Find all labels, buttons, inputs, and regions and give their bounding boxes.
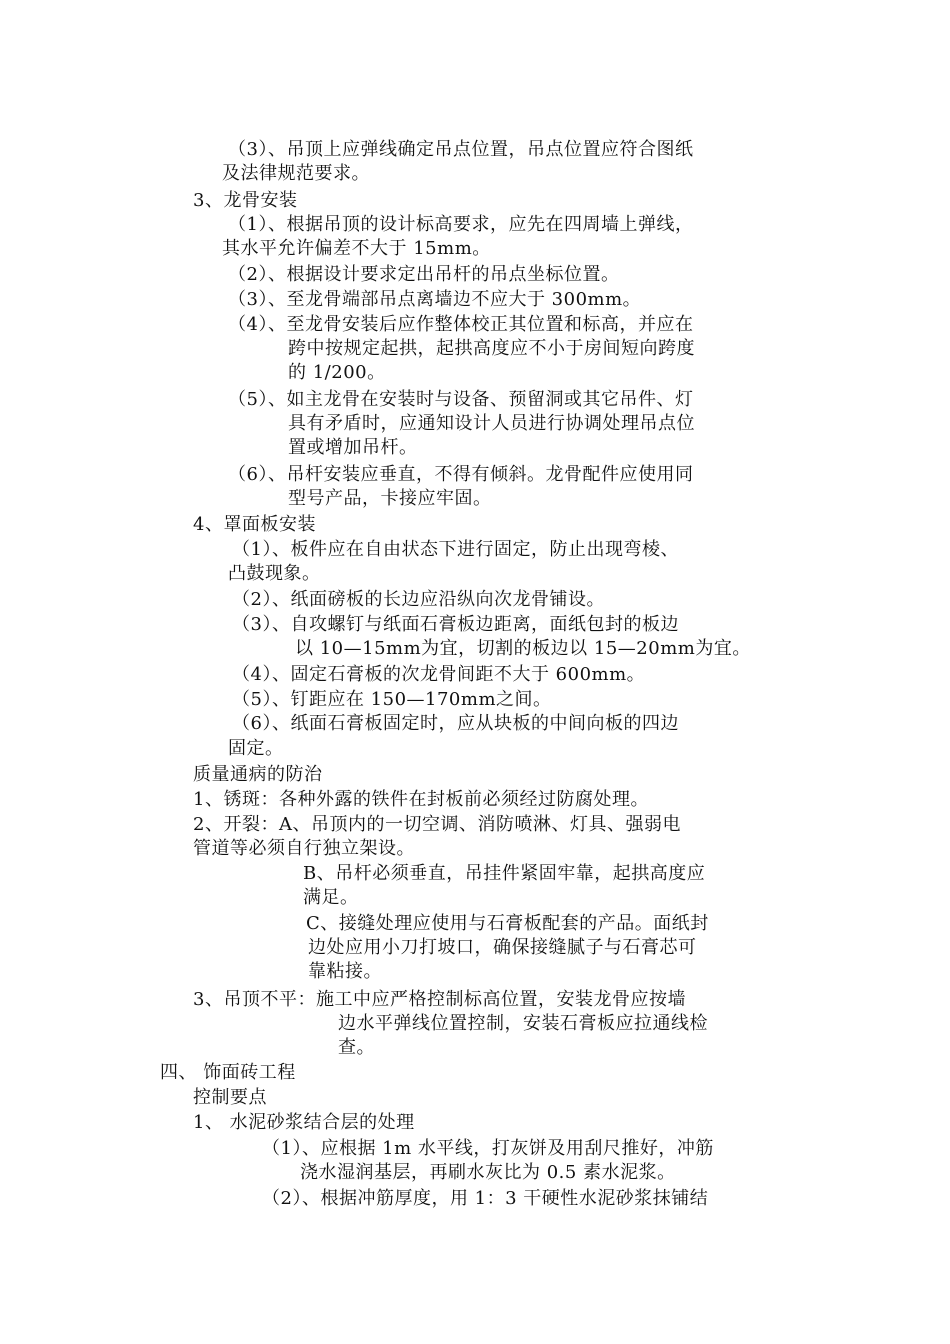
text-line: （4）、至龙骨安装后应作整体校正其位置和标高，并应在 [228, 314, 694, 335]
section-heading: 质量通病的防治 [193, 764, 323, 785]
text-line: 管道等必须自行独立架设。 [193, 838, 415, 859]
text-line: （2）、纸面磅板的长边应沿纵向次龙骨铺设。 [232, 589, 605, 610]
text-line: 固定。 [228, 738, 284, 759]
text-line: 边处应用小刀打坡口，确保接缝腻子与石膏芯可 [308, 937, 697, 958]
text-line: （1）、根据吊顶的设计标高要求，应先在四周墙上弹线， [228, 214, 694, 235]
text-line: （3）、自攻螺钉与纸面石膏板边距离，面纸包封的板边 [232, 614, 679, 635]
text-line: （3）、吊顶上应弹线确定吊点位置，吊点位置应符合图纸 [228, 139, 694, 160]
text-line: 具有矛盾时，应通知设计人员进行协调处理吊点位 [288, 413, 695, 434]
section-heading: 1、 水泥砂浆结合层的处理 [193, 1112, 415, 1133]
text-line: （6）、吊杆安装应垂直，不得有倾斜。龙骨配件应使用同 [228, 464, 694, 485]
text-line: 3、吊顶不平：施工中应严格控制标高位置，安装龙骨应按墙 [193, 989, 686, 1010]
text-line: 及法律规范要求。 [222, 163, 370, 184]
section-heading: 3、龙骨安装 [193, 190, 298, 211]
text-line: （2）、根据设计要求定出吊杆的吊点坐标位置。 [228, 264, 620, 285]
text-line: 其水平允许偏差不大于 15mm。 [222, 238, 491, 259]
text-line: （2）、根据冲筋厚度，用 1：3 干硬性水泥砂浆抹铺结 [262, 1188, 709, 1209]
text-line: 满足。 [303, 887, 359, 908]
text-line: 置或增加吊杆。 [288, 437, 418, 458]
text-line: （1）、板件应在自由状态下进行固定，防止出现弯棱、 [232, 539, 679, 560]
text-line: 跨中按规定起拱，起拱高度应不小于房间短向跨度 [288, 338, 695, 359]
section-heading: 4、罩面板安装 [193, 514, 316, 535]
text-line: 1、锈斑：各种外露的铁件在封板前必须经过防腐处理。 [193, 789, 649, 810]
text-line: C、接缝处理应使用与石膏板配套的产品。面纸封 [306, 913, 709, 934]
text-line: 查。 [338, 1037, 375, 1058]
text-line: （1）、应根据 1m 水平线，打灰饼及用刮尺推好，冲筋 [262, 1138, 714, 1159]
text-line: 型号产品，卡接应牢固。 [288, 488, 492, 509]
text-line: 浇水湿润基层，再刷水灰比为 0.5 素水泥浆。 [300, 1162, 676, 1183]
text-line: （5）、如主龙骨在安装时与设备、预留洞或其它吊件、灯 [228, 389, 694, 410]
text-line: （4）、固定石膏板的次龙骨间距不大于 600mm。 [232, 664, 646, 685]
text-line: （6）、纸面石膏板固定时，应从块板的中间向板的四边 [232, 713, 679, 734]
text-line: （3）、至龙骨端部吊点离墙边不应大于 300mm。 [228, 289, 642, 310]
text-line: 2、开裂：A、吊顶内的一切空调、消防喷淋、灯具、强弱电 [193, 814, 681, 835]
text-line: （5）、钉距应在 150—170mm之间。 [232, 689, 552, 710]
text-line: 的 1/200。 [288, 362, 386, 383]
text-line: 边水平弹线位置控制，安装石膏板应拉通线检 [338, 1013, 708, 1034]
chapter-heading: 四、 饰面砖工程 [160, 1062, 296, 1083]
text-line: 凸鼓现象。 [228, 563, 321, 584]
text-line: 以 10—15mm为宜，切割的板边以 15—20mm为宜。 [295, 638, 751, 659]
section-heading: 控制要点 [193, 1087, 267, 1108]
text-line: 靠粘接。 [308, 961, 382, 982]
text-line: B、吊杆必须垂直，吊挂件紧固牢靠，起拱高度应 [303, 863, 706, 884]
